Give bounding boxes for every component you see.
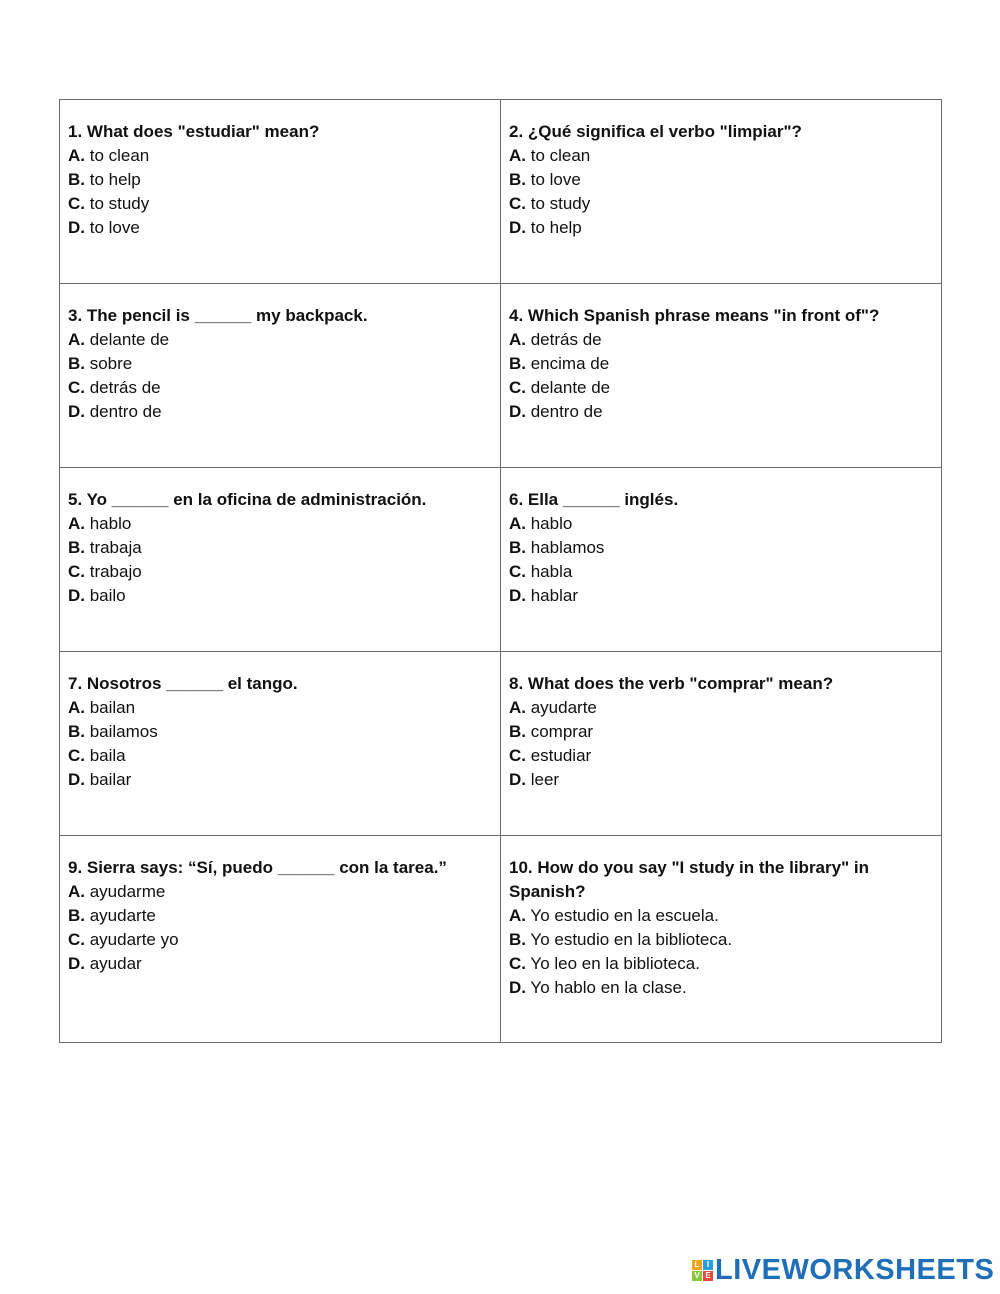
option-letter: B. bbox=[509, 354, 526, 373]
logo-mark-icon bbox=[692, 1260, 713, 1281]
q9-option-b[interactable] bbox=[68, 904, 492, 928]
option-letter: A. bbox=[509, 698, 526, 717]
option-letter: A. bbox=[509, 514, 526, 533]
q3-option-d[interactable] bbox=[68, 400, 492, 424]
question-1-options bbox=[68, 144, 492, 240]
option-letter: B. bbox=[68, 354, 85, 373]
question-cell-1 bbox=[60, 100, 501, 284]
q7-option-b[interactable] bbox=[68, 720, 492, 744]
option-text: delante de bbox=[526, 378, 611, 397]
option-text: to study bbox=[526, 194, 591, 213]
option-text: to clean bbox=[85, 146, 150, 165]
option-text: Yo leo en la biblioteca. bbox=[526, 954, 700, 973]
option-letter: B. bbox=[509, 722, 526, 741]
option-letter: A. bbox=[68, 146, 85, 165]
quiz-row bbox=[60, 100, 942, 284]
option-letter: A. bbox=[68, 698, 85, 717]
quiz-table bbox=[59, 99, 942, 1043]
q6-option-d[interactable] bbox=[509, 584, 933, 608]
question-8-prompt: 8. What does the verb "comprar" mean? bbox=[509, 674, 834, 693]
q3-option-b[interactable] bbox=[68, 352, 492, 376]
option-text: ayudarte yo bbox=[85, 930, 179, 949]
option-text: to clean bbox=[526, 146, 591, 165]
question-6-options bbox=[509, 512, 933, 608]
q2-option-c[interactable] bbox=[509, 192, 933, 216]
question-9-prompt: 9. Sierra says: “Sí, puedo ______ con la tarea.” bbox=[68, 858, 447, 877]
option-text: bailamos bbox=[85, 722, 158, 741]
q4-option-d[interactable] bbox=[509, 400, 933, 424]
option-letter: A. bbox=[68, 882, 85, 901]
question-2-prompt: 2. ¿Qué significa el verbo "limpiar"? bbox=[509, 122, 802, 141]
option-letter: D. bbox=[68, 770, 85, 789]
q1-option-d[interactable] bbox=[68, 216, 492, 240]
option-letter: D. bbox=[68, 586, 85, 605]
option-letter: D. bbox=[509, 402, 526, 421]
option-text: hablar bbox=[526, 586, 578, 605]
q7-option-c[interactable] bbox=[68, 744, 492, 768]
q10-option-b[interactable] bbox=[509, 928, 933, 952]
q4-option-b[interactable] bbox=[509, 352, 933, 376]
option-text: comprar bbox=[526, 722, 594, 741]
option-letter: D. bbox=[509, 770, 526, 789]
q4-option-a[interactable] bbox=[509, 328, 933, 352]
option-letter: A. bbox=[509, 906, 526, 925]
question-cell-5 bbox=[60, 468, 501, 652]
option-text: baila bbox=[85, 746, 126, 765]
option-text: to love bbox=[526, 170, 581, 189]
q3-option-a[interactable] bbox=[68, 328, 492, 352]
question-3-prompt: 3. The pencil is ______ my backpack. bbox=[68, 306, 368, 325]
option-text: hablo bbox=[526, 514, 573, 533]
option-letter: D. bbox=[68, 954, 85, 973]
option-text: Yo estudio en la escuela. bbox=[526, 906, 719, 925]
option-text: detrás de bbox=[85, 378, 161, 397]
option-text: to help bbox=[85, 170, 141, 189]
quiz-row bbox=[60, 652, 942, 836]
option-letter: C. bbox=[68, 378, 85, 397]
option-letter: A. bbox=[509, 330, 526, 349]
option-letter: C. bbox=[509, 562, 526, 581]
option-text: hablamos bbox=[526, 538, 605, 557]
q8-option-d[interactable] bbox=[509, 768, 933, 792]
question-9-options bbox=[68, 880, 492, 976]
q1-option-a[interactable] bbox=[68, 144, 492, 168]
option-text: to help bbox=[526, 218, 582, 237]
option-text: encima de bbox=[526, 354, 610, 373]
q9-option-a[interactable] bbox=[68, 880, 492, 904]
option-letter: B. bbox=[68, 170, 85, 189]
option-letter: B. bbox=[509, 538, 526, 557]
option-text: ayudarme bbox=[85, 882, 166, 901]
quiz-row bbox=[60, 836, 942, 1043]
logo-mark-letter: I bbox=[703, 1260, 713, 1270]
option-letter: C. bbox=[509, 746, 526, 765]
option-letter: C. bbox=[68, 746, 85, 765]
question-cell-4 bbox=[501, 284, 942, 468]
option-text: dentro de bbox=[85, 402, 162, 421]
option-text: sobre bbox=[85, 354, 133, 373]
option-letter: C. bbox=[509, 954, 526, 973]
q5-option-b[interactable] bbox=[68, 536, 492, 560]
q10-option-d[interactable] bbox=[509, 976, 933, 1000]
q3-option-c[interactable] bbox=[68, 376, 492, 400]
question-cell-8 bbox=[501, 652, 942, 836]
question-cell-10 bbox=[501, 836, 942, 1043]
option-text: ayudar bbox=[85, 954, 142, 973]
logo-mark-letter: L bbox=[692, 1260, 702, 1270]
liveworksheets-logo bbox=[692, 1255, 994, 1285]
q8-option-a[interactable] bbox=[509, 696, 933, 720]
option-letter: B. bbox=[68, 722, 85, 741]
q8-option-b[interactable] bbox=[509, 720, 933, 744]
q6-option-a[interactable] bbox=[509, 512, 933, 536]
logo-mark-letter: E bbox=[703, 1271, 713, 1281]
question-cell-2 bbox=[501, 100, 942, 284]
option-letter: D. bbox=[68, 402, 85, 421]
question-3-options bbox=[68, 328, 492, 424]
question-1-prompt: 1. What does "estudiar" mean? bbox=[68, 122, 320, 141]
question-cell-6 bbox=[501, 468, 942, 652]
option-text: delante de bbox=[85, 330, 170, 349]
q10-option-c[interactable] bbox=[509, 952, 933, 976]
option-text: habla bbox=[526, 562, 573, 581]
q5-option-d[interactable] bbox=[68, 584, 492, 608]
q9-option-c[interactable] bbox=[68, 928, 492, 952]
option-text: bailan bbox=[85, 698, 136, 717]
option-letter: D. bbox=[509, 218, 526, 237]
q2-option-a[interactable] bbox=[509, 144, 933, 168]
question-7-prompt: 7. Nosotros ______ el tango. bbox=[68, 674, 298, 693]
q1-option-b[interactable] bbox=[68, 168, 492, 192]
option-letter: D. bbox=[509, 978, 526, 997]
option-text: trabaja bbox=[85, 538, 142, 557]
option-letter: B. bbox=[68, 538, 85, 557]
option-text: ayudarte bbox=[526, 698, 597, 717]
quiz-row bbox=[60, 468, 942, 652]
option-letter: A. bbox=[68, 330, 85, 349]
option-letter: B. bbox=[509, 930, 526, 949]
option-text: Yo estudio en la biblioteca. bbox=[526, 930, 733, 949]
option-text: ayudarte bbox=[85, 906, 156, 925]
question-cell-3 bbox=[60, 284, 501, 468]
option-letter: C. bbox=[68, 194, 85, 213]
question-6-prompt: 6. Ella ______ inglés. bbox=[509, 490, 679, 509]
question-10-options bbox=[509, 904, 933, 1000]
q7-option-d[interactable] bbox=[68, 768, 492, 792]
q9-option-d[interactable] bbox=[68, 952, 492, 976]
option-text: Yo hablo en la clase. bbox=[526, 978, 687, 997]
option-letter: D. bbox=[68, 218, 85, 237]
q7-option-a[interactable] bbox=[68, 696, 492, 720]
question-4-options bbox=[509, 328, 933, 424]
option-letter: C. bbox=[509, 194, 526, 213]
option-letter: B. bbox=[509, 170, 526, 189]
option-letter: C. bbox=[68, 930, 85, 949]
q2-option-b[interactable] bbox=[509, 168, 933, 192]
option-text: detrás de bbox=[526, 330, 602, 349]
logo-text: LIVEWORKSHEETS bbox=[715, 1254, 995, 1286]
option-text: estudiar bbox=[526, 746, 592, 765]
q5-option-c[interactable] bbox=[68, 560, 492, 584]
q6-option-c[interactable] bbox=[509, 560, 933, 584]
q6-option-b[interactable] bbox=[509, 536, 933, 560]
question-10-prompt: 10. How do you say "I study in the library" in Spanish? bbox=[509, 858, 869, 901]
option-text: hablo bbox=[85, 514, 132, 533]
question-5-prompt: 5. Yo ______ en la oficina de administración. bbox=[68, 490, 427, 509]
q10-option-a[interactable] bbox=[509, 904, 933, 928]
option-text: to study bbox=[85, 194, 150, 213]
logo-mark-letter: V bbox=[692, 1271, 702, 1281]
option-letter: B. bbox=[68, 906, 85, 925]
quiz-row bbox=[60, 284, 942, 468]
option-text: to love bbox=[85, 218, 140, 237]
q2-option-d[interactable] bbox=[509, 216, 933, 240]
q4-option-c[interactable] bbox=[509, 376, 933, 400]
option-letter: A. bbox=[68, 514, 85, 533]
question-5-options bbox=[68, 512, 492, 608]
question-8-options bbox=[509, 696, 933, 792]
option-text: bailo bbox=[85, 586, 126, 605]
option-text: leer bbox=[526, 770, 560, 789]
option-text: dentro de bbox=[526, 402, 603, 421]
option-text: bailar bbox=[85, 770, 132, 789]
question-cell-7 bbox=[60, 652, 501, 836]
question-cell-9 bbox=[60, 836, 501, 1043]
q8-option-c[interactable] bbox=[509, 744, 933, 768]
question-7-options bbox=[68, 696, 492, 792]
q5-option-a[interactable] bbox=[68, 512, 492, 536]
q1-option-c[interactable] bbox=[68, 192, 492, 216]
option-letter: C. bbox=[509, 378, 526, 397]
question-2-options bbox=[509, 144, 933, 240]
option-letter: C. bbox=[68, 562, 85, 581]
question-4-prompt: 4. Which Spanish phrase means "in front of"? bbox=[509, 306, 880, 325]
option-letter: A. bbox=[509, 146, 526, 165]
option-letter: D. bbox=[509, 586, 526, 605]
option-text: trabajo bbox=[85, 562, 142, 581]
